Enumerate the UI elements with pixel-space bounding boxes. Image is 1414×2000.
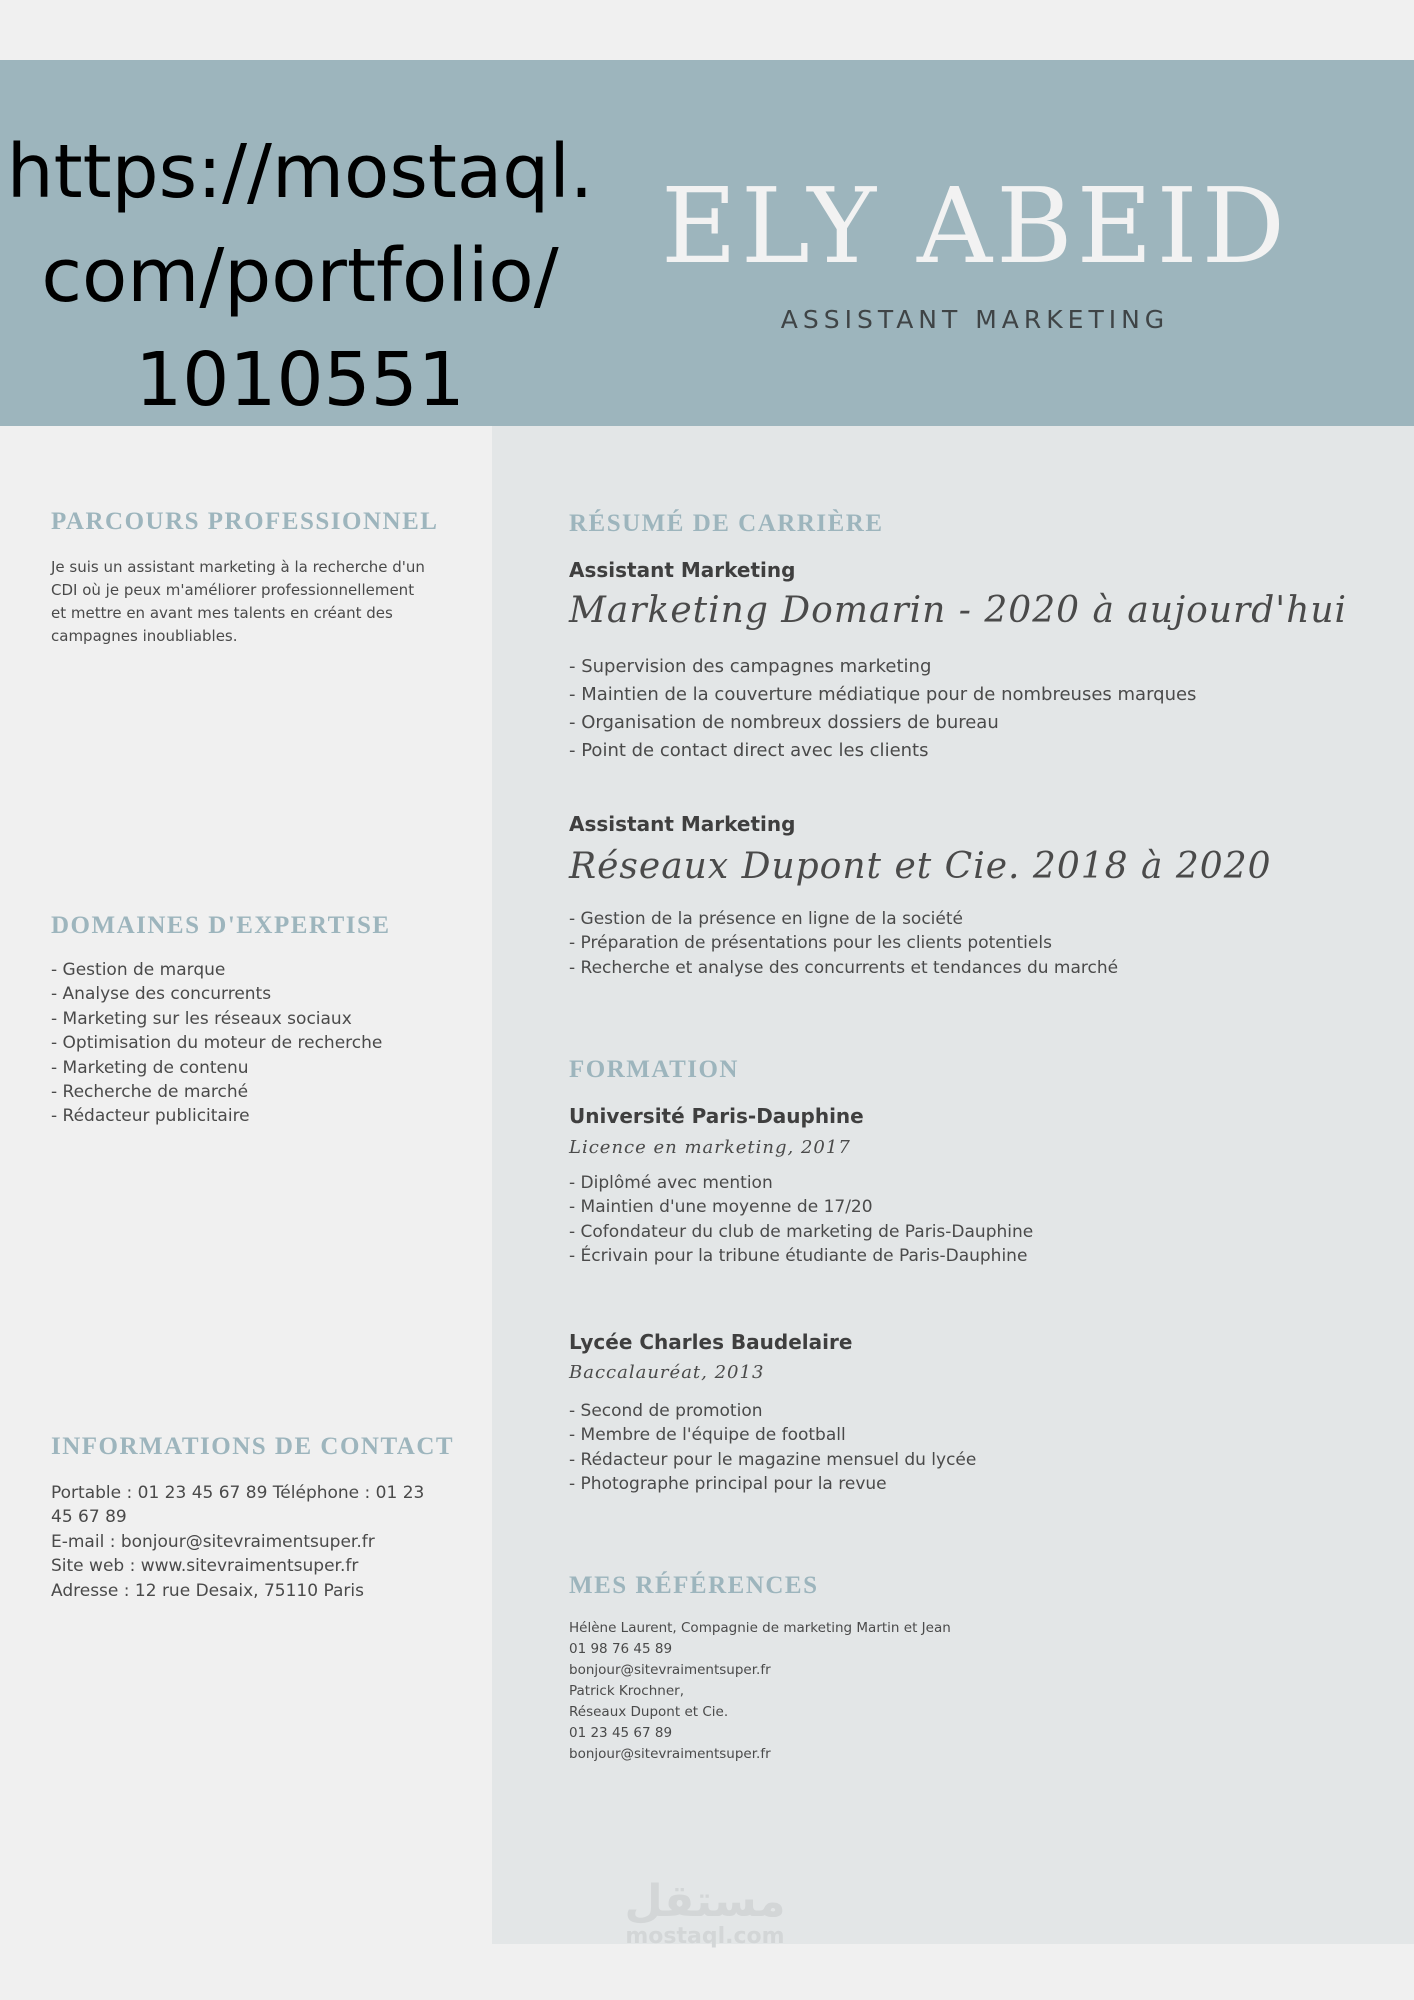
list-item: - Organisation de nombreux dossiers de bureau: [569, 712, 999, 733]
text-line: campagnes inoubliables.: [51, 627, 238, 645]
reference-line: Réseaux Dupont et Cie.: [569, 1704, 729, 1720]
references-list: [569, 1618, 951, 1765]
url-line: 1010551: [135, 337, 465, 423]
text-line: CDI où je peux m'améliorer professionnellement: [51, 581, 415, 599]
watermark-arabic: مستقل: [624, 1876, 786, 1927]
url-overlay: [0, 120, 600, 432]
school-name: Lycée Charles Baudelaire: [569, 1330, 853, 1354]
list-item: - Analyse des concurrents: [51, 984, 272, 1005]
watermark-logo: [600, 1876, 810, 1949]
school-name: Université Paris-Dauphine: [569, 1104, 864, 1128]
text-line: et mettre en avant mes talents en créant des: [51, 604, 393, 622]
list-item: - Recherche et analyse des concurrents et tendances du marché: [569, 957, 1119, 978]
reference-line: 01 98 76 45 89: [569, 1641, 673, 1657]
candidate-name: ELY ABEID: [661, 165, 1289, 287]
contact-address: Adresse : 12 rue Desaix, 75110 Paris: [51, 1580, 364, 1601]
job-role: Assistant Marketing: [569, 812, 796, 836]
reference-line: 01 23 45 67 89: [569, 1725, 673, 1741]
list-item: - Second de promotion: [569, 1401, 763, 1421]
job-company: Réseaux Dupont et Cie. 2018 à 2020: [569, 846, 1272, 887]
url-line: com/portfolio/: [41, 233, 559, 319]
list-item: - Gestion de la présence en ligne de la société: [569, 909, 963, 929]
profile-heading: PARCOURS PROFESSIONNEL: [51, 508, 439, 535]
list-item: - Rédacteur pour le magazine mensuel du lycée: [569, 1449, 977, 1470]
list-item: - Optimisation du moteur de recherche: [51, 1033, 383, 1054]
list-item: - Marketing de contenu: [51, 1057, 249, 1078]
contact-email: E-mail : bonjour@sitevraimentsuper.fr: [51, 1531, 375, 1552]
contact-line: 45 67 89: [51, 1507, 127, 1528]
list-item: - Recherche de marché: [51, 1082, 249, 1103]
school-degree: Licence en marketing, 2017: [569, 1137, 851, 1158]
reference-line: Hélène Laurent, Compagnie de marketing Martin et Jean: [569, 1620, 951, 1636]
job-duties: [569, 907, 1118, 980]
list-item: - Photographe principal pour la revue: [569, 1474, 887, 1495]
career-heading: RÉSUMÉ DE CARRIÈRE: [569, 510, 884, 537]
profile-text: [51, 556, 425, 648]
list-item: - Rédacteur publicitaire: [51, 1106, 250, 1127]
list-item: - Supervision des campagnes marketing: [569, 656, 932, 677]
expertise-list: [51, 958, 382, 1129]
reference-line: bonjour@sitevraimentsuper.fr: [569, 1746, 771, 1762]
job-role: Assistant Marketing: [569, 558, 796, 582]
references-heading: MES RÉFÉRENCES: [569, 1572, 819, 1599]
list-item: - Diplômé avec mention: [569, 1173, 773, 1193]
school-achievements: [569, 1399, 976, 1497]
contact-website: Site web : www.sitevraimentsuper.fr: [51, 1556, 359, 1577]
expertise-heading: DOMAINES D'EXPERTISE: [51, 912, 391, 939]
text-line: Je suis un assistant marketing à la recherche d'un: [51, 558, 425, 576]
reference-line: bonjour@sitevraimentsuper.fr: [569, 1662, 771, 1678]
list-item: - Cofondateur du club de marketing de Paris-Dauphine: [569, 1221, 1034, 1242]
list-item: - Point de contact direct avec les clients: [569, 740, 929, 761]
contact-info: [51, 1481, 424, 1603]
list-item: - Préparation de présentations pour les clients potentiels: [569, 933, 1052, 954]
contact-heading: INFORMATIONS DE CONTACT: [51, 1433, 455, 1460]
list-item: - Marketing sur les réseaux sociaux: [51, 1008, 352, 1029]
list-item: - Maintien de la couverture médiatique pour de nombreuses marques: [569, 684, 1197, 705]
list-item: - Écrivain pour la tribune étudiante de Paris-Dauphine: [569, 1246, 1028, 1267]
watermark-latin: mostaql.com: [625, 1924, 785, 1949]
contact-line: Portable : 01 23 45 67 89 Téléphone : 01 23: [51, 1483, 425, 1503]
list-item: - Gestion de marque: [51, 960, 226, 980]
job-company: Marketing Domarin - 2020 à aujourd'hui: [569, 590, 1348, 631]
school-degree: Baccalauréat, 2013: [569, 1362, 765, 1383]
school-achievements: [569, 1171, 1033, 1269]
job-duties: [569, 653, 1196, 765]
list-item: - Membre de l'équipe de football: [569, 1425, 846, 1446]
reference-line: Patrick Krochner,: [569, 1683, 684, 1699]
url-line: https://mostaql.: [6, 129, 594, 215]
candidate-role: ASSISTANT MARKETING: [780, 305, 1170, 334]
education-heading: FORMATION: [569, 1056, 739, 1083]
list-item: - Maintien d'une moyenne de 17/20: [569, 1197, 873, 1218]
